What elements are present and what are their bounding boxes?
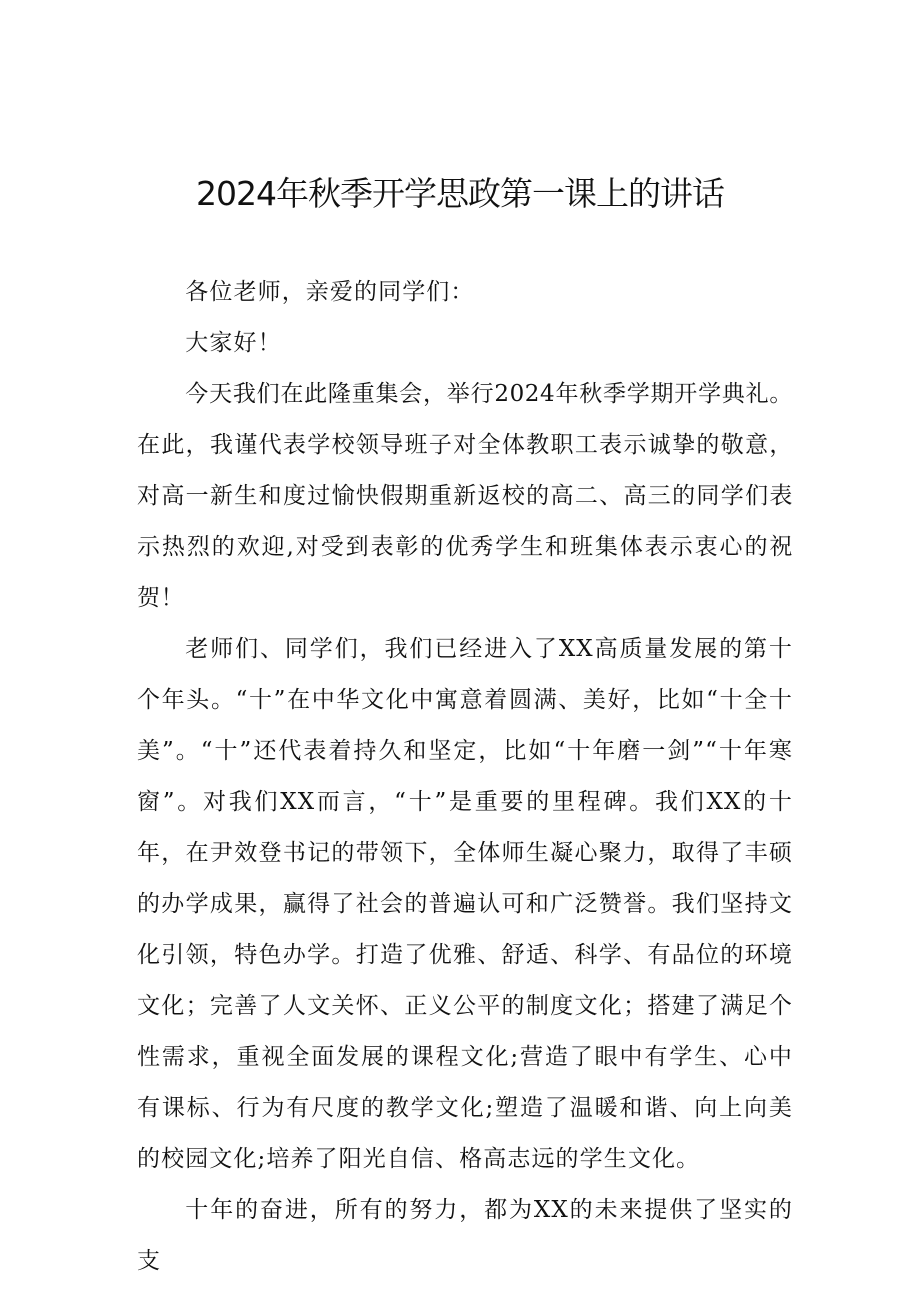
paragraph-future: 十年的奋进，所有的努力，都为XX的未来提供了坚实的支 <box>137 1197 793 1274</box>
paragraph-opening: 今天我们在此隆重集会，举行2024年秋季学期开学典礼。在此，我谨代表学校领导班子对全体教职工表示诚挚的敬意，对高一新生和度过愉快假期重新返校的高二、高三的同学们表示热烈的欢迎,对受到表彰的优秀学生和班集体表示衷心的祝贺！ <box>137 381 793 611</box>
paragraph-decade: 老师们、同学们，我们已经进入了XX高质量发展的第十个年头。“十”在中华文化中寓意着圆满、美好，比如“十全十美”。“十”还代表着持久和坚定，比如“十年磨一剑”“十年寒窗”。对我们XX而言，“十”是重要的里程碑。我们XX的十年，在尹效登书记的带领下，全体师生凝心聚力，取得了丰硕的办学成果，赢得了社会的普遍认可和广泛赞誉。我们坚持文化引领，特色办学。打造了优雅、舒适、科学、有品位的环境文化；完善了人文关怀、正义公平的制度文化；搭建了满足个性需求，重视全面发展的课程文化;营造了眼中有学生、心中有课标、行为有尺度的教学文化;塑造了温暖和谐、向上向美的校园文化;培养了阳光自信、格高志远的学生文化。 <box>137 636 793 1172</box>
document-title: 2024年秋季开学思政第一课上的讲话 <box>196 174 724 213</box>
salutation: 各位老师，亲爱的同学们： <box>185 279 475 305</box>
greeting: 大家好！ <box>185 330 282 356</box>
document-body <box>137 267 793 1287</box>
